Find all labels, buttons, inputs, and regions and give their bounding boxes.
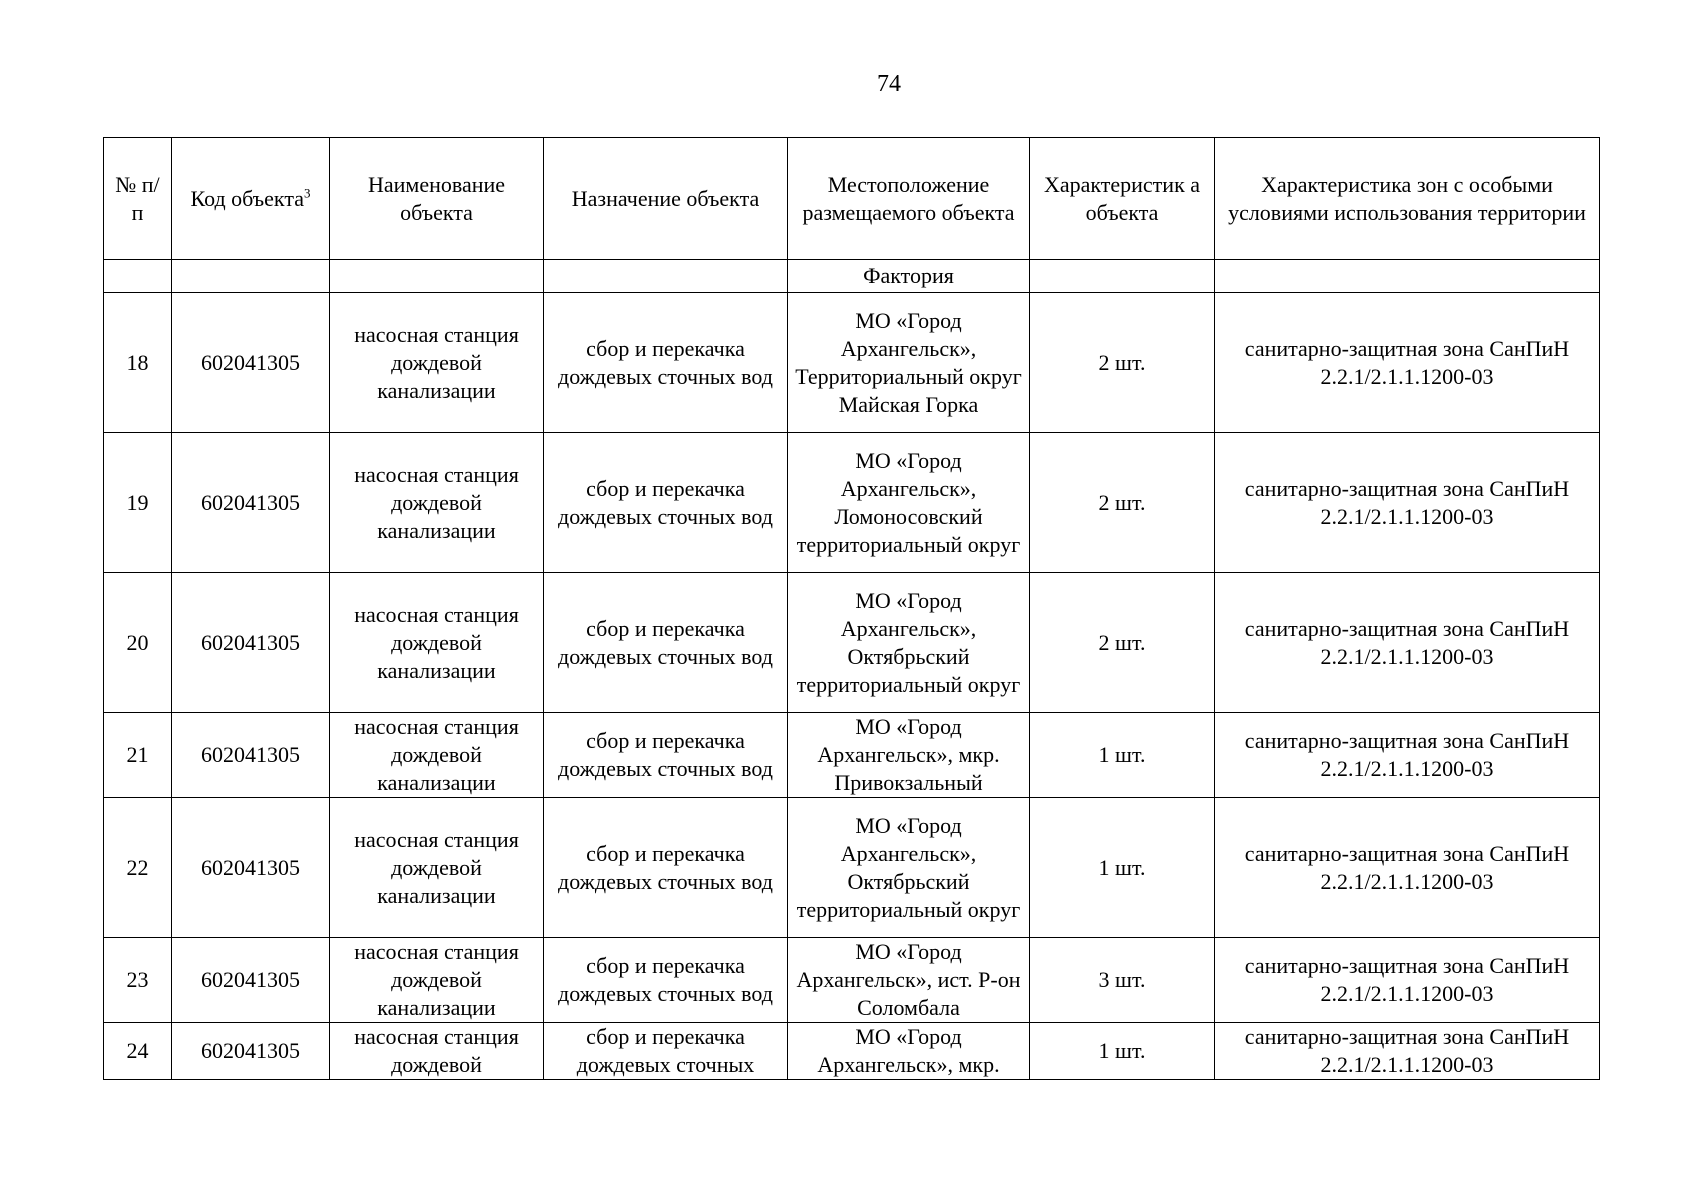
cell-purpose: сбор и перекачка дождевых сточных вод (544, 573, 788, 713)
cell-purpose: сбор и перекачка дождевых сточных вод (544, 433, 788, 573)
table-header-row (104, 138, 1600, 260)
cell-num: 20 (104, 573, 172, 713)
cell-zones: санитарно-защитная зона СанПиН 2.2.1/2.1.1.1200-03 (1215, 1023, 1600, 1080)
header-purpose: Назначение объекта (544, 138, 788, 260)
header-characteristics: Характеристик а объекта (1030, 138, 1215, 260)
cell-location: МО «Город Архангельск», Октябрьский территориальный округ (788, 798, 1030, 938)
cell-zones: санитарно-защитная зона СанПиН 2.2.1/2.1.1.1200-03 (1215, 938, 1600, 1023)
table-body (104, 260, 1600, 1080)
cell-name: насосная станция дождевой канализации (330, 433, 544, 573)
cell-purpose: сбор и перекачка дождевых сточных вод (544, 293, 788, 433)
section-empty-cell (1215, 260, 1600, 293)
cell-code: 602041305 (172, 293, 330, 433)
section-empty-cell (544, 260, 788, 293)
cell-characteristics: 1 шт. (1030, 713, 1215, 798)
cell-purpose: сбор и перекачка дождевых сточных вод (544, 713, 788, 798)
header-location: Местоположение размещаемого объекта (788, 138, 1030, 260)
header-code-label: Код объекта (190, 185, 304, 211)
section-title: Фактория (788, 260, 1030, 293)
cell-num: 22 (104, 798, 172, 938)
section-empty-cell (330, 260, 544, 293)
cell-characteristics: 1 шт. (1030, 1023, 1215, 1080)
cell-num: 23 (104, 938, 172, 1023)
header-num: № п/п (104, 138, 172, 260)
header-code-footnote: 3 (303, 185, 311, 201)
cell-location: МО «Город Архангельск», мкр. Привокзальный (788, 713, 1030, 798)
section-empty-cell (1030, 260, 1215, 293)
cell-location: МО «Город Архангельск», Территориальный округ Майская Горка (788, 293, 1030, 433)
cell-characteristics: 1 шт. (1030, 798, 1215, 938)
cell-name: насосная станция дождевой канализации (330, 798, 544, 938)
table-row (104, 573, 1600, 713)
header-zones: Характеристика зон с особыми условиями использования территории (1215, 138, 1600, 260)
cell-location: МО «Город Архангельск», Октябрьский территориальный округ (788, 573, 1030, 713)
table-row (104, 1023, 1600, 1080)
cell-purpose: сбор и перекачка дождевых сточных вод (544, 938, 788, 1023)
cell-code: 602041305 (172, 798, 330, 938)
table-row (104, 938, 1600, 1023)
header-code (172, 138, 330, 260)
cell-characteristics: 3 шт. (1030, 938, 1215, 1023)
cell-characteristics: 2 шт. (1030, 573, 1215, 713)
cell-num: 19 (104, 433, 172, 573)
cell-zones: санитарно-защитная зона СанПиН 2.2.1/2.1.1.1200-03 (1215, 573, 1600, 713)
cell-zones: санитарно-защитная зона СанПиН 2.2.1/2.1.1.1200-03 (1215, 293, 1600, 433)
cell-location: МО «Город Архангельск», мкр. (788, 1023, 1030, 1080)
cell-code: 602041305 (172, 1023, 330, 1080)
cell-name: насосная станция дождевой канализации (330, 713, 544, 798)
section-empty-cell (172, 260, 330, 293)
cell-characteristics: 2 шт. (1030, 433, 1215, 573)
cell-location: МО «Город Архангельск», Ломоносовский территориальный округ (788, 433, 1030, 573)
section-row (104, 260, 1600, 293)
cell-location: МО «Город Архангельск», ист. Р-он Соломбала (788, 938, 1030, 1023)
table-row (104, 293, 1600, 433)
table-row (104, 433, 1600, 573)
cell-name: насосная станция дождевой канализации (330, 573, 544, 713)
cell-code: 602041305 (172, 713, 330, 798)
cell-name: насосная станция дождевой канализации (330, 938, 544, 1023)
cell-zones: санитарно-защитная зона СанПиН 2.2.1/2.1.1.1200-03 (1215, 798, 1600, 938)
table-row (104, 798, 1600, 938)
cell-zones: санитарно-защитная зона СанПиН 2.2.1/2.1.1.1200-03 (1215, 713, 1600, 798)
cell-purpose: сбор и перекачка дождевых сточных (544, 1023, 788, 1080)
cell-code: 602041305 (172, 573, 330, 713)
cell-name: насосная станция дождевой (330, 1023, 544, 1080)
cell-name: насосная станция дождевой канализации (330, 293, 544, 433)
cell-num: 18 (104, 293, 172, 433)
table-row (104, 713, 1600, 798)
page-number: 74 (877, 71, 901, 97)
cell-num: 24 (104, 1023, 172, 1080)
objects-table (103, 137, 1600, 1080)
cell-code: 602041305 (172, 938, 330, 1023)
cell-purpose: сбор и перекачка дождевых сточных вод (544, 798, 788, 938)
cell-num: 21 (104, 713, 172, 798)
cell-zones: санитарно-защитная зона СанПиН 2.2.1/2.1.1.1200-03 (1215, 433, 1600, 573)
section-empty-cell (104, 260, 172, 293)
header-name: Наименование объекта (330, 138, 544, 260)
cell-code: 602041305 (172, 433, 330, 573)
cell-characteristics: 2 шт. (1030, 293, 1215, 433)
